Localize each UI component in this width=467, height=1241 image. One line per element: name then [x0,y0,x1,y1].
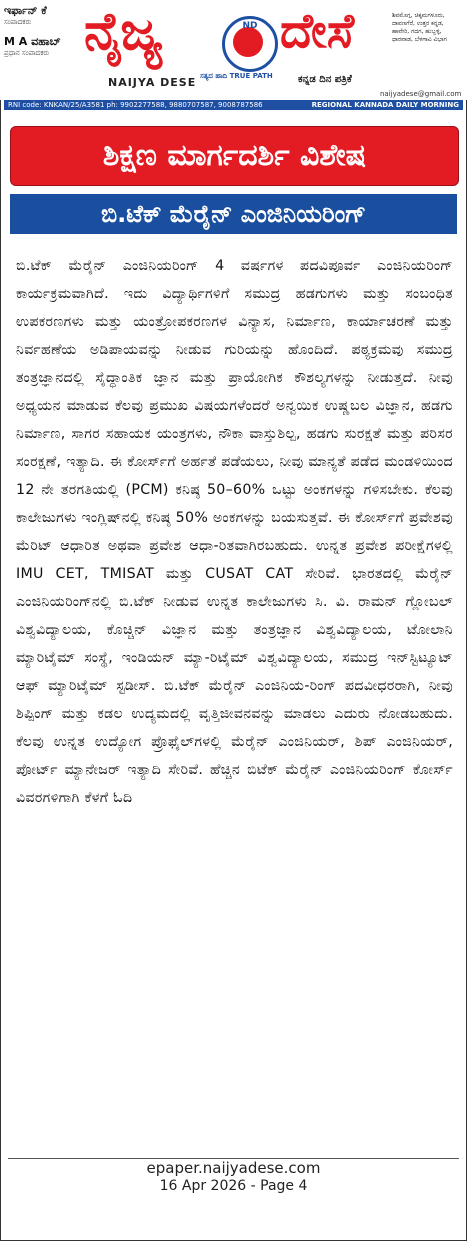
newspaper-title-left: ನೈಜ್ಯ [84,1,163,62]
rni-code: RNI code: KNKAN/25/A3581 ph: 9902277588, 9880707587, 9008787586 [8,101,263,109]
logo-text: ND [242,21,258,31]
newspaper-logo-icon [222,16,278,72]
subheadline: ಬಿ.ಟೆಕ್ ಮೆರೈನ್ ಎಂಜಿನಿಯರಿಂಗ್ [100,200,367,228]
editor-name: ಇರ್ಫಾನ್ ಕೆ [4,4,47,17]
masthead [0,0,467,109]
newspaper-title-right: ದೇಸೆ [280,3,355,59]
headline-banner [10,126,459,186]
contact-email: naijyadese@gmail.com [380,90,462,98]
newspaper-title-latin: NAIJYA DESE [108,76,197,89]
footer-url[interactable]: epaper.naijyadese.com [146,1159,321,1177]
footer-date-page: 16 Apr 2026 - Page 4 [159,1178,308,1194]
headline: ಶಿಕ್ಷಣ ಮಾರ್ಗದರ್ಶಿ ವಿಶೇಷ [102,138,367,173]
subheadline-banner [10,194,457,234]
editor-role: ಸಂಪಾದಕರು [4,18,32,26]
editor-block [4,4,82,96]
region-list: ಶಿವಮೊಗ್ಗ, ಚಿಕ್ಕಮಗಳೂರು, ದಾವಣಗೆರೆ, ಉತ್ತರ ಕನ್ನಡ, ಹಾವೇರಿ, ಗದಗ, ಹುಬ್ಬಳ್ಳಿ, ಧಾರವಾಡ, ಬೆಳಗಾವಿ ವಿಭಾಗ [392,12,447,43]
article-body: ಬಿ.ಟೆಕ್ ಮೆರೈನ್ ಎಂಜಿನಿಯರಿಂಗ್ 4 ವರ್ಷಗಳ ಪದವಿಪೂರ್ವ ಎಂಜಿನಿಯರಿಂಗ್ ಕಾರ್ಯಕ್ರಮವಾಗಿದೆ. ಇದು ವಿದ್ಯಾರ್ಥಿಗಳಿಗೆ ಸಮುದ್ರ ಹಡಗುಗಳು ಮತ್ತು ಸಂಬಂಧಿತ ಉಪಕರಣಗಳು ಮತ್ತು ಯಂತ್ರೋಪಕರಣಗಳ ವಿನ್ಯಾಸ, ನಿರ್ಮಾಣ, ಕಾರ್ಯಾಚರಣೆ ಮತ್ತು ನಿರ್ವಹಣೆಯ ಅಡಿಪಾಯವನ್ನು ನೀಡುವ ಗುರಿಯನ್ನು ಹೊಂದಿದೆ. ಪಠ್ಯಕ್ರಮವು ಸಮುದ್ರ ತಂತ್ರಜ್ಞಾನದಲ್ಲಿ ಸೈದ್ಧಾಂತಿಕ ಜ್ಞಾನ ಮತ್ತು ಪ್ರಾಯೋಗಿಕ ಕೌಶಲ್ಯಗಳನ್ನು ನೀಡುತ್ತದೆ. ನೀವು ಅಧ್ಯಯನ ಮಾಡುವ ಕೆಲವು ಪ್ರಮುಖ ವಿಷಯಗಳೆಂದರೆ ಅನ್ವಯಿಕ ಉಷ್ಣಬಲ ವಿಜ್ಞಾನ, ಹಡಗು ನಿರ್ಮಾಣ, ಸಾಗರ ಸಹಾಯಕ ಯಂತ್ರಗಳು, ನೌಕಾ ವಾಸ್ತುಶಿಲ್ಪ, ಹಡಗು ಸುರಕ್ಷತೆ ಮತ್ತು ಪರಿಸರ ಸಂರಕ್ಷಣೆ, ಇತ್ಯಾದಿ. ಈ ಕೋರ್ಸ್‌ಗೆ ಅರ್ಹತೆ ಪಡೆಯಲು, ನೀವು ಮಾನ್ಯತೆ ಪಡೆದ ಮಂಡಳಿಯಿಂದ 12 ನೇ ತರಗತಿಯಲ್ಲಿ (PCM) ಕನಿಷ್ಠ 50–60% ಒಟ್ಟು ಅಂಕಗಳನ್ನು ಗಳಿಸಬೇಕು. ಕೆಲವು ಕಾಲೇಜುಗಳು ಇಂಗ್ಲಿಷ್‌ನಲ್ಲಿ ಕನಿಷ್ಠ 50% ಅಂಕಗಳನ್ನು ಬಯಸುತ್ತವೆ. ಈ ಕೋರ್ಸ್‌ಗೆ ಪ್ರವೇಶವು ಮೆರಿಟ್ ಆಧಾರಿತ ಅಥವಾ ಪ್ರವೇಶ ಆಧಾ-ರಿತವಾಗಿರಬಹುದು. ಉನ್ನತ ಪ್ರವೇಶ ಪರೀಕ್ಷೆಗಳಲ್ಲಿ IMU CET, TMISAT ಮತ್ತು CUSAT CAT ಸೇರಿವೆ. ಭಾರತದಲ್ಲಿ ಮೆರೈನ್ ಎಂಜಿನಿಯರಿಂಗ್‌ನಲ್ಲಿ ಬಿ.ಟೆಕ್ ನೀಡುವ ಉನ್ನತ ಕಾಲೇಜುಗಳು ಸಿ. ವಿ. ರಾಮನ್ ಗ್ಲೋಬಲ್ ವಿಶ್ವವಿದ್ಯಾಲಯ, ಕೊಚ್ಚಿನ್ ವಿಜ್ಞಾನ ಮತ್ತು ತಂತ್ರಜ್ಞಾನ ವಿಶ್ವವಿದ್ಯಾಲಯ, ಟೋಲಾನಿ ಮ್ಯಾರಿಟೈಮ್ ಸಂಸ್ಥೆ, ಇಂಡಿಯನ್ ಮ್ಯಾ-ರಿಟೈಮ್ ವಿಶ್ವವಿದ್ಯಾಲಯ, ಸಮುದ್ರ ಇನ್‌ಸ್ಟಿಟ್ಯೂಟ್ ಆಫ್ ಮ್ಯಾರಿಟೈಮ್ ಸ್ಟಡೀಸ್. ಬಿ.ಟೆಕ್ ಮೆರೈನ್ ಎಂಜಿನಿಯ-ರಿಂಗ್ ಪದವೀಧರರಾಗಿ, ನೀವು ಶಿಪ್ಪಿಂಗ್ ಮತ್ತು ಕಡಲ ಉದ್ಯಮದಲ್ಲಿ ವೃತ್ತಿಜೀವನವನ್ನು ಮಾಡಲು ಎದುರು ನೋಡಬಹುದು. ಕೆಲವು ಉನ್ನತ ಉದ್ಯೋಗ ಪ್ರೊಫೈಲ್‌ಗಳಲ್ಲಿ ಮೆರೈನ್ ಎಂಜಿನಿಯರ್, ಶಿಪ್ ಎಂಜಿನಿಯರ್, ಪೋರ್ಟ್ ಮ್ಯಾನೇಜರ್ ಇತ್ಯಾದಿ ಸೇರಿವೆ. ಹೆಚ್ಚಿನ ಬಿಟೆಕ್ ಮೆರೈನ್ ಎಂಜಿನಿಯರಿಂಗ್ ಕೋರ್ಸ್ ವಿವರಗಳಿಗಾಗಿ ಕೆಳಗೆ ಓದಿ [16,258,453,806]
daily-label: REGIONAL KANNADA DAILY MORNING [311,101,459,109]
publisher-name: M A ವಹಾಬ್ [4,35,61,48]
newspaper-tagline: ಕನ್ನಡ ದಿನ ಪತ್ರಿಕೆ [298,74,352,85]
registration-bar [4,100,463,110]
logo-caption: ಸತ್ಯದ ಹಾದಿ TRUE PATH [200,72,273,80]
publisher-role: ಪ್ರಧಾನ ಸಂಪಾದಕರು [4,49,50,57]
